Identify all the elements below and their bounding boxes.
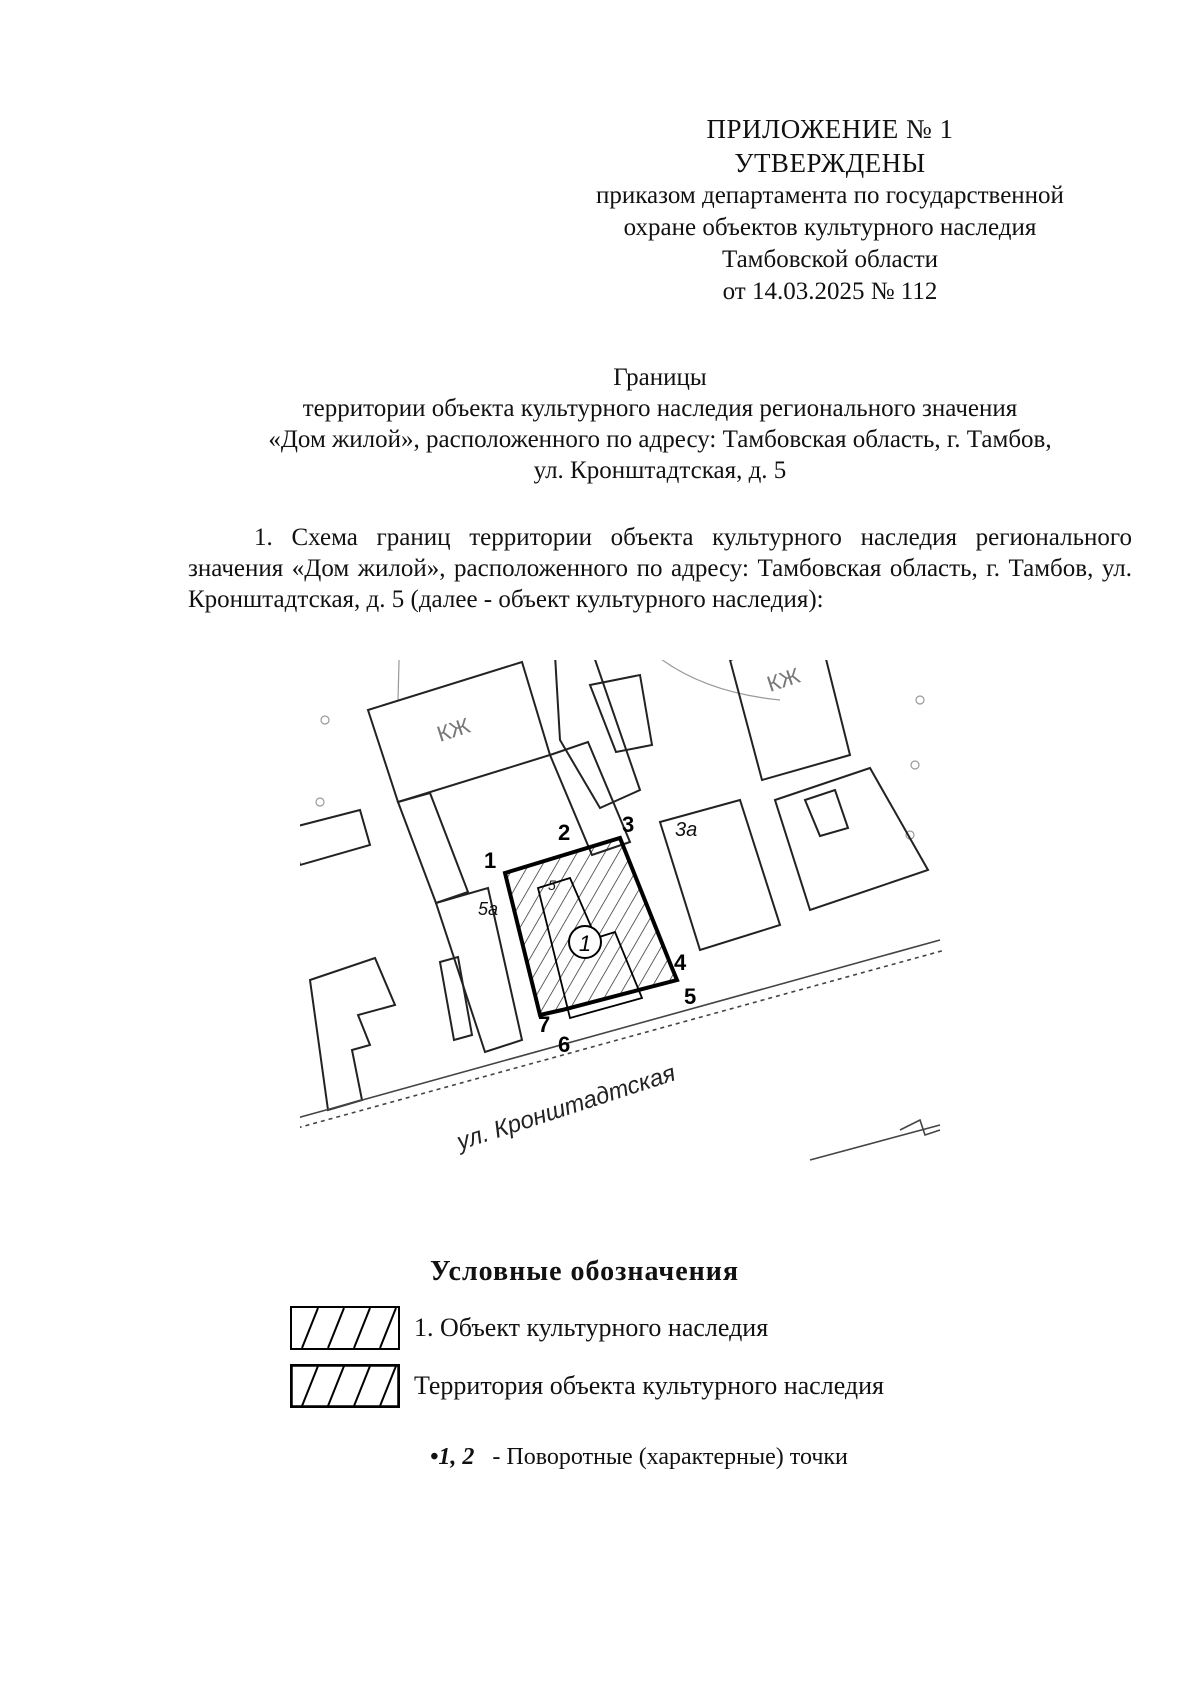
building-label-kzh-right: КЖ <box>763 662 804 697</box>
building-upper-middle <box>555 660 640 808</box>
building-lower-left <box>310 958 395 1110</box>
building-strip-left <box>398 793 468 903</box>
building-upper-middle-wing <box>590 675 652 752</box>
appendix-number: ПРИЛОЖЕНИЕ № 1 <box>706 114 954 144</box>
building-label-kzh-left: КЖ <box>433 712 474 747</box>
parcel-label-5: 5 <box>548 877 556 893</box>
legend-points-symbol: •1, 2 <box>430 1444 475 1470</box>
approval-department-line: охране объектов культурного наследия <box>623 214 1037 241</box>
building-small-left <box>300 810 370 865</box>
street-name: ул. Кронштадтская <box>453 1059 679 1156</box>
legend-label-object: 1. Объект культурного наследия <box>414 1313 769 1342</box>
approved-label: УТВЕРЖДЕНЫ <box>734 148 926 178</box>
title-line-4: ул. Кронштадтская, д. 5 <box>533 457 787 484</box>
title-line-2: территории объекта культурного наследия регионального значения <box>302 395 1018 422</box>
point-7: 7 <box>538 1012 551 1037</box>
legend-label-territory: Территория объекта культурного наследия <box>414 1371 884 1400</box>
scheme-paragraph: 1. Схема границ территории объекта культурного наследия регионального значения «Дом жилой», расположенного по адресу: Тамбовская область, г. Тамбов, ул. Кронштадтская, д. 5 (далее - объект культурного наследия): <box>188 524 1132 613</box>
building-right-inner <box>805 790 848 836</box>
approval-date-line: от 14.03.2025 № 112 <box>722 278 938 305</box>
legend-title: Условные обозначения <box>430 1256 740 1287</box>
title-line-3: «Дом жилой», расположенного по адресу: Тамбовская область, г. Тамбов, <box>268 426 1052 453</box>
point-3: 3 <box>622 812 635 837</box>
legend-swatch-object <box>290 1306 400 1350</box>
legend-swatch-territory <box>290 1364 400 1408</box>
document-title <box>190 362 1130 486</box>
parcel-label-5a: 5а <box>478 899 499 919</box>
parcel-label-3a: 3а <box>675 819 698 841</box>
point-6: 6 <box>558 1032 571 1057</box>
building-right-large <box>775 768 928 910</box>
title-line-1: Границы <box>613 364 707 391</box>
point-4: 4 <box>674 950 687 975</box>
legend-item-object <box>290 1304 768 1352</box>
point-5: 5 <box>684 984 697 1009</box>
legend-turning-points <box>430 1444 848 1471</box>
approval-order-line: приказом департамента по государственной <box>596 182 1064 209</box>
approval-block <box>560 112 1100 308</box>
object-number: 1 <box>578 931 592 956</box>
legend-item-territory <box>290 1362 884 1410</box>
legend-points-label: - Поворотные (характерные) точки <box>492 1444 848 1470</box>
approval-region-line: Тамбовской области <box>721 246 939 273</box>
boundary-map <box>300 660 1030 1260</box>
point-1: 1 <box>484 848 497 873</box>
point-2: 2 <box>558 820 571 845</box>
